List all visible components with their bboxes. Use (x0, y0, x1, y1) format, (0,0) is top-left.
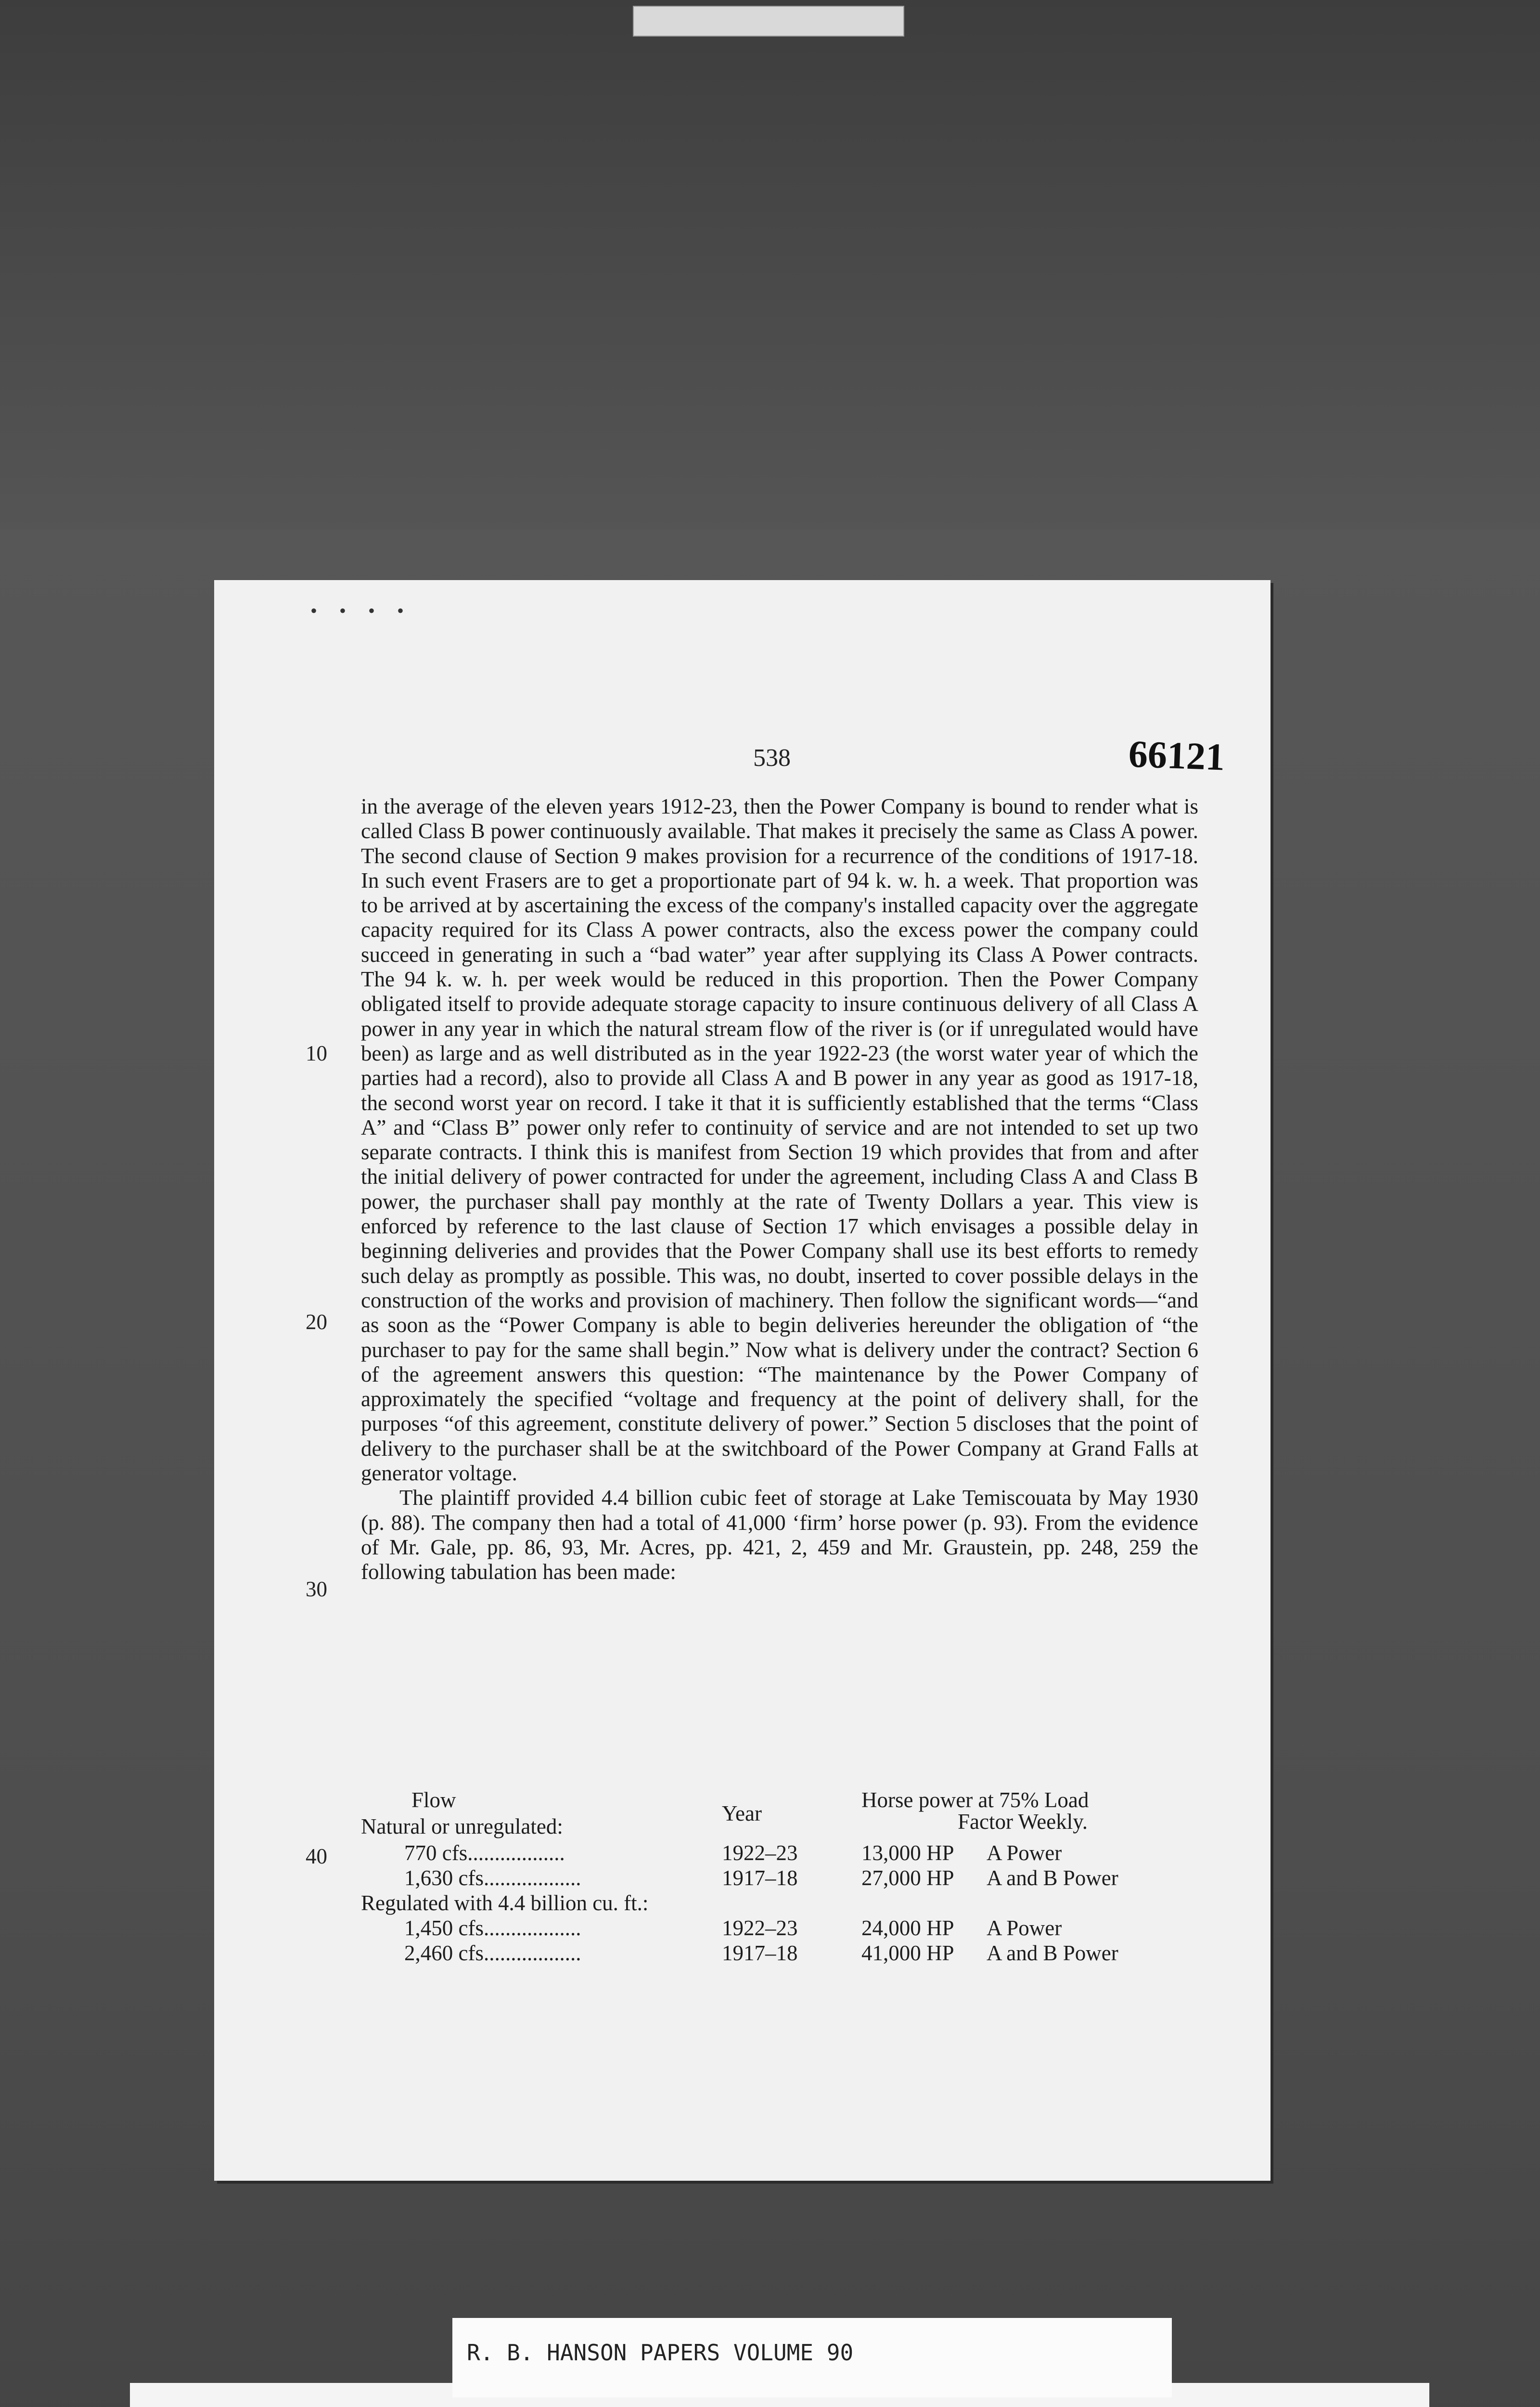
power-cell: A Power (987, 1916, 1062, 1940)
power-cell: A and B Power (987, 1866, 1118, 1890)
document-page (214, 580, 1270, 2181)
header-hp-line2: Factor Weekly. (958, 1810, 1088, 1834)
document-id-stamp: 66121 (1128, 733, 1226, 779)
power-cell: A Power (987, 1841, 1062, 1865)
volume-label-text: R. B. HANSON PAPERS VOLUME 90 (467, 2340, 854, 2366)
paragraph-1: in the average of the eleven years 1912-23, then the Power Company is bound to render what is called Class B power continuously available. That makes it precisely the same as Class A power. The second clause of Section 9 makes provision for a recurrence of the conditions of 1917-18. In such event Frasers are to get a proportionate part of 94 k. w. h. a week. That proportion was to be arrived at by ascertaining the excess of the company's installed capacity over the aggregate capacity required for its Class A power contracts, also the excess power the company could succeed in generating in such a “bad water” year after supplying its Class A Power contracts. The 94 k. w. h. per week would be reduced in this proportion. Then the Power Company obligated itself to provide adequate storage capacity to insure continuous delivery of all Class A power in any year in which the natural stream flow of the river is (or if unregulated would have been) as large and as well distributed as in the year 1922-23 (the worst water year of which the parties had a record), also to provide all Class A and B power in any year as good as 1917-18, the second worst year on record. I take it that it is sufficiently established that the terms “Class A” and “Class B” power only refer to continuity of service and are not intended to set up two separate contracts. I think this is manifest from Section 19 which provides that from and after the initial delivery of power contracted for under the agreement, including Class A and Class B power, the purchaser shall pay monthly at the rate of Twenty Dollars a year. This view is enforced by reference to the last clause of Section 17 which envisages a possible delay in beginning deliveries and provides that the Power Company shall use its best efforts to remedy such delay as promptly as possible. This was, no doubt, inserted to cover possible delays in the construction of the works and provision of machinery. Then follow the significant words—“and as soon as the “Power Company is able to begin deliveries hereunder the obligation of “the purchaser to pay for the same shall begin.” Now what is delivery under the contract? Section 6 of the agreement answers this question: “The maintenance by the Power Company of approximately the specified “voltage and frequency at the point of delivery shall, for the purposes “of this agreement, constitute delivery of power.” Section 5 discloses that the point of delivery to the purchaser shall be at the switchboard of the Power Company at Grand Falls at generator voltage. (361, 794, 1198, 1486)
top-tab (633, 6, 904, 37)
table-row (361, 1915, 1198, 1940)
table-row (361, 1865, 1198, 1890)
header-year: Year (722, 1801, 762, 1825)
paragraph-2: The plaintiff provided 4.4 billion cubic feet of storage at Lake Temiscouata by May 1930 (p. 88). The company then had a total of 41,000 ‘firm’ horse power (p. 93). From the evidence of Mr. Gale, pp. 86, 93, Mr. Acres, pp. 421, 2, 459 and Mr. Graustein, pp. 248, 259 the following tabulation has been made: (361, 1486, 1198, 1584)
line-number-20: 20 (306, 1310, 327, 1334)
volume-label (452, 2318, 1172, 2397)
line-number-40: 40 (306, 1844, 327, 1868)
body-text (361, 794, 1198, 1585)
group-label-natural: Natural or unregulated: (361, 1814, 563, 1838)
year-cell: 1922–23 (722, 1916, 798, 1940)
hp-cell: 24,000 HP (861, 1916, 954, 1940)
punch-dots: • • • • (310, 600, 413, 621)
power-cell: A and B Power (987, 1941, 1118, 1965)
flow-cell: 2,460 cfs.................. (404, 1941, 581, 1965)
line-number-30: 30 (306, 1577, 327, 1601)
hp-cell: 13,000 HP (861, 1841, 954, 1865)
header-flow: Flow (411, 1788, 456, 1812)
group-label-regulated: Regulated with 4.4 billion cu. ft.: (361, 1891, 649, 1915)
hp-cell: 27,000 HP (861, 1866, 954, 1890)
table-row (361, 1840, 1198, 1865)
flow-cell: 1,450 cfs.................. (404, 1916, 581, 1940)
flow-cell: 1,630 cfs.................. (404, 1866, 581, 1890)
flow-cell: 770 cfs.................. (404, 1841, 565, 1865)
hp-cell: 41,000 HP (861, 1941, 954, 1965)
year-cell: 1917–18 (722, 1941, 798, 1965)
line-number-10: 10 (306, 1041, 327, 1065)
year-cell: 1922–23 (722, 1841, 798, 1865)
header-hp-line1: Horse power at 75% Load (861, 1788, 1089, 1812)
scan-backdrop-top (0, 0, 1540, 530)
table-row (361, 1941, 1198, 1965)
line-numbers (306, 794, 344, 1868)
page-number: 538 (753, 744, 791, 772)
year-cell: 1917–18 (722, 1866, 798, 1890)
